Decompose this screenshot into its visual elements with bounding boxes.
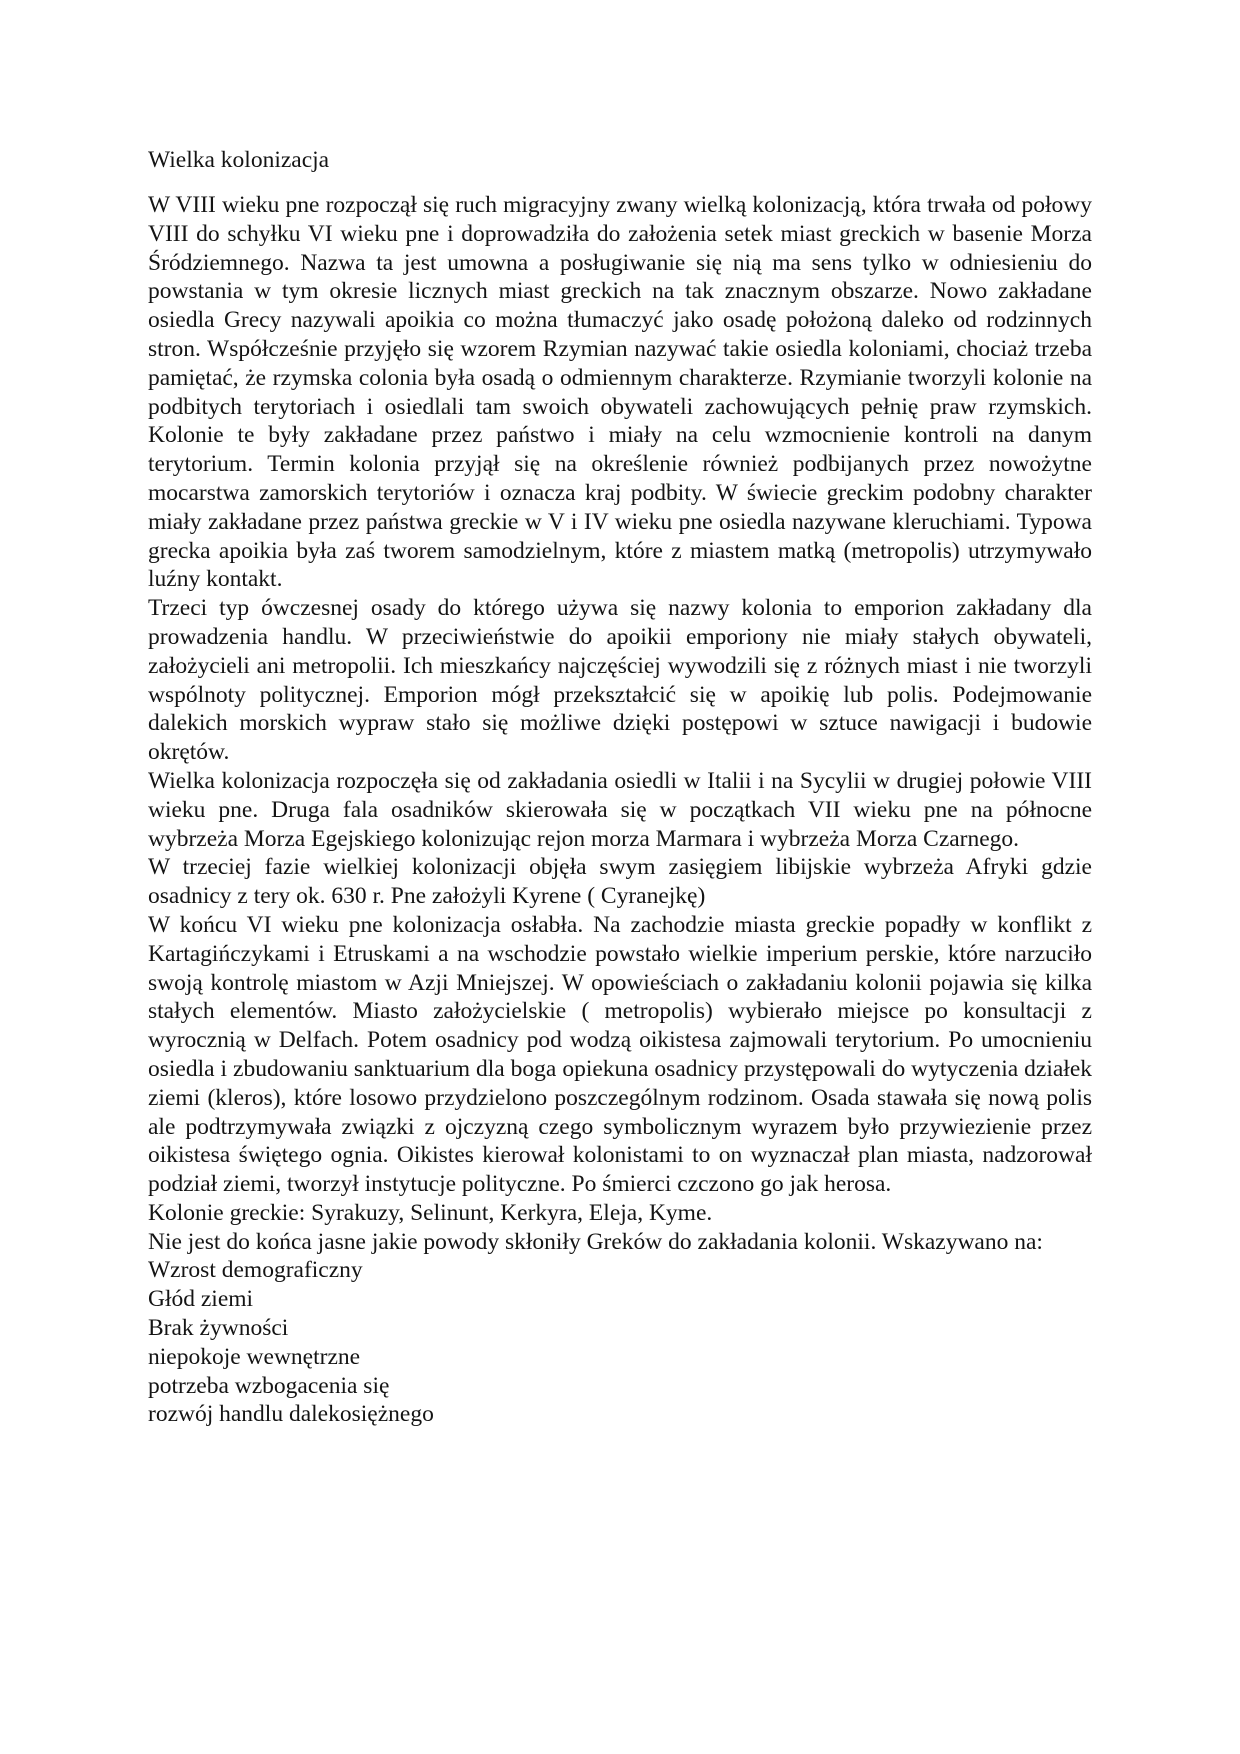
paragraph-intro: W VIII wieku pne rozpoczął się ruch migracyjny zwany wielką kolonizacją, która trwała od połowy VIII do schyłku VI wieku pne i doprowadziła do założenia setek miast greckich w basenie Morza Śródziemnego. Nazwa ta jest umowna a posługiwanie się nią ma sens tylko w odniesieniu do powstania w tym okresie licznych miast greckich na tak znacznym obszarze. Nowo zakładane osiedla Grecy nazywali apoikia co można tłumaczyć jako osadę położoną daleko od rodzinnych stron. Współcześnie przyjęło się wzorem Rzymian nazywać takie osiedla koloniami, chociaż trzeba pamiętać, że rzymska colonia była osadą o odmiennym charakterze. Rzymianie tworzyli kolonie na podbitych terytoriach i osiedlali tam swoich obywateli zachowujących pełnię praw rzymskich. Kolonie te były zakładane przez państwo i miały na celu wzmocnienie kontroli na danym terytorium. Termin kolonia przyjął się na określenie również podbijanych przez nowożytne mocarstwa zamorskich terytoriów i oznacza kraj podbity. W świecie greckim podobny charakter miały zakładane przez państwa greckie w V i IV wieku pne osiedla nazywane kleruchiami. Typowa grecka apoikia była zaś tworem samodzielnym, które z miastem matką (metropolis) utrzymywało luźny kontakt. [148, 192, 1092, 593]
document-title: Wielka kolonizacja [148, 147, 330, 173]
paragraph-colonies-list: Kolonie greckie: Syrakuzy, Selinunt, Kerkyra, Eleja, Kyme. [148, 1199, 713, 1226]
paragraph-first-phases: Wielka kolonizacja rozpoczęła się od zakładania osiedli w Italii i na Sycylii w drugiej połowie VIII wieku pne. Druga fala osadników skierowała się w początkach VII wieku pne na północne wybrzeża Morza Egejskiego kolonizując rejon morza Marmara i wybrzeża Morza Czarnego. [148, 767, 1092, 852]
paragraph-reasons-intro: Nie jest do końca jasne jakie powody skłoniły Greków do zakładania kolonii. Wskazywano na: [148, 1228, 1043, 1255]
list-item: potrzeba wzbogacenia się [148, 1372, 390, 1399]
paragraph-emporion: Trzeci typ ówczesnej osady do którego używa się nazwy kolonia to emporion zakładany dla prowadzenia handlu. W przeciwieństwie do apoikii emporiony nie miały stałych obywateli, założycieli ani metropolii. Ich mieszkańcy najczęściej wywodzili się z różnych miast i nie tworzyli wspólnoty politycznej. Emporion mógł przekształcić się w apoikię lub polis. Podejmowanie dalekich morskich wypraw stało się możliwe dzięki postępowi w sztuce nawigacji i budowie okrętów. [148, 595, 1092, 766]
list-item: niepokoje wewnętrzne [148, 1343, 361, 1370]
list-item: Głód ziemi [148, 1286, 254, 1313]
document-page [148, 146, 1092, 1429]
reasons-list [148, 1256, 1092, 1429]
list-item: Wzrost demograficzny [148, 1257, 363, 1284]
list-item: Brak żywności [148, 1315, 289, 1342]
paragraph-decline: W końcu VI wieku pne kolonizacja osłabła. Na zachodzie miasta greckie popadły w konflikt z Kartagińczykami i Etruskami a na wschodzie powstało wielkie imperium perskie, które narzuciło swoją kontrolę miastom w Azji Mniejszej. W opowieściach o zakładaniu kolonii pojawia się kilka stałych elementów. Miasto założycielskie ( metropolis) wybierało miejsce po konsultacji z wyrocznią w Delfach. Potem osadnicy pod wodzą oikistesa zajmowali terytorium. Po umocnieniu osiedla i zbudowaniu sanktuarium dla boga opiekuna osadnicy przystępowali do wytyczenia działek ziemi (kleros), które losowo przydzielono poszczególnym rodzinom. Osada stawała się nową polis ale podtrzymywała związki z ojczyzną czego symbolicznym wyrazem było przywiezienie przez oikistesa świętego ognia. Oikistes kierował kolonistami to on wyznaczał plan miasta, nadzorował podział ziemi, tworzył instytucje polityczne. Po śmierci czczono go jak herosa. [148, 911, 1092, 1198]
list-item: rozwój handlu dalekosiężnego [148, 1401, 434, 1428]
paragraph-third-phase: W trzeciej fazie wielkiej kolonizacji objęła swym zasięgiem libijskie wybrzeża Afryki gdzie osadnicy z tery ok. 630 r. Pne założyli Kyrene ( Cyranejkę) [148, 854, 1092, 910]
